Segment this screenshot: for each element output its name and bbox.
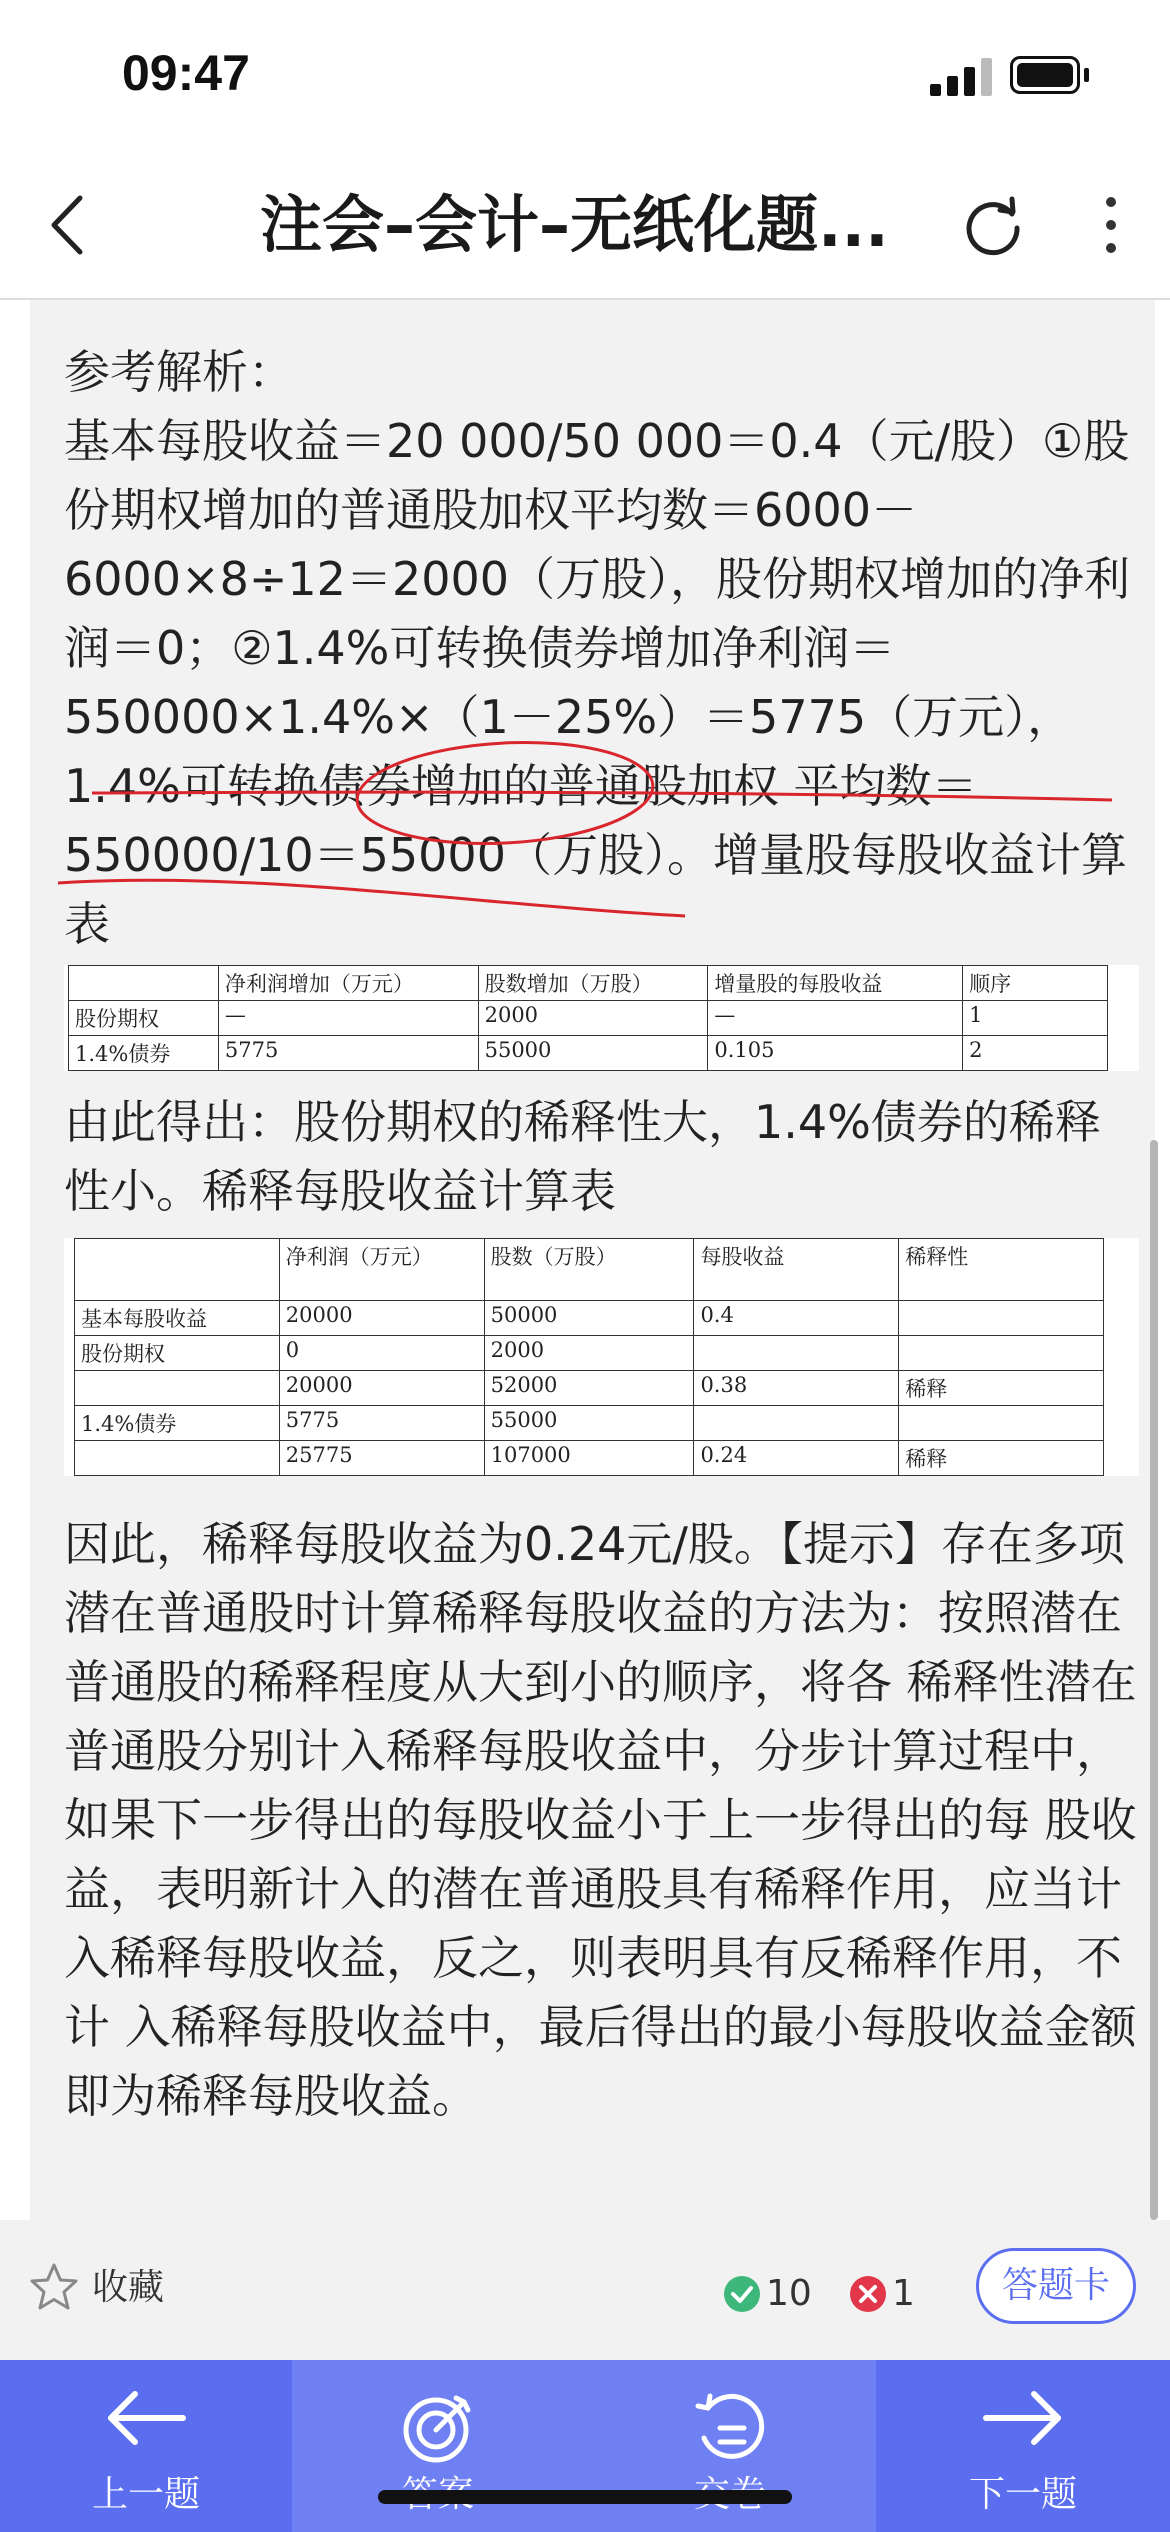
battery-icon xyxy=(1010,56,1080,94)
table-row xyxy=(75,1336,1104,1371)
table-cell: 1 xyxy=(963,1001,1108,1036)
table-header-cell: 稀释性 xyxy=(899,1239,1104,1301)
table-cell: 2000 xyxy=(478,1001,708,1036)
analysis-paragraph-2: 由此得出：股份期权的稀释性大，1.4%债券的稀释性小。稀释每股收益计算表 xyxy=(64,1095,1101,1218)
table-cell: 55000 xyxy=(478,1036,708,1071)
correct-count: 10 xyxy=(766,2273,812,2314)
back-icon[interactable] xyxy=(40,190,100,260)
correct-icon xyxy=(724,2276,760,2312)
table-header-cell: 顺序 xyxy=(963,966,1108,1001)
arrow-right-icon xyxy=(978,2388,1068,2448)
table-cell xyxy=(899,1406,1104,1441)
prev-question-label: 上一题 xyxy=(91,2474,200,2515)
arrow-left-icon xyxy=(101,2388,191,2448)
collect-label[interactable]: 收藏 xyxy=(92,2267,165,2308)
next-question-label: 下一题 xyxy=(968,2474,1077,2515)
analysis-paragraph-1: 参考解析： 基本每股收益＝20 000/50 000＝0.4（元/股）①股份期权增加的普通股加权平均数＝6000－6000×8÷12＝2000（万股），股份期权增加的净利润＝0；②1.4%可转换债券增加净利润＝550000×1.4%×（1－25%）＝5775（万元），1.4%可转换债券增加的普通股加权 平均数＝550000/10＝55000（万股）。增量股每股收益计算表 xyxy=(64,345,1131,951)
signal-icon xyxy=(930,56,994,96)
incremental-eps-table xyxy=(68,965,1108,1071)
table-header-cell: 股数增加（万股） xyxy=(478,966,708,1001)
submit-paper-icon xyxy=(690,2388,770,2468)
table-cell xyxy=(75,1371,280,1406)
answer-button[interactable] xyxy=(292,2360,584,2532)
table-row xyxy=(69,1001,1108,1036)
table-cell xyxy=(75,1441,280,1476)
table-cell: 107000 xyxy=(484,1441,694,1476)
table-header-cell: 净利润增加（万元） xyxy=(218,966,478,1001)
table-cell: 股份期权 xyxy=(69,1001,219,1036)
table-row xyxy=(75,1301,1104,1336)
star-icon[interactable] xyxy=(28,2262,80,2312)
table-header-cell: 每股收益 xyxy=(694,1239,899,1301)
target-icon xyxy=(398,2388,478,2468)
table-cell: 2 xyxy=(963,1036,1108,1071)
refresh-icon[interactable] xyxy=(960,192,1026,258)
table-row xyxy=(75,1441,1104,1476)
table-header-cell xyxy=(75,1239,280,1301)
more-icon[interactable] xyxy=(1096,192,1126,258)
table-cell: 基本每股收益 xyxy=(75,1301,280,1336)
table-cell: 稀释 xyxy=(899,1441,1104,1476)
table-cell: — xyxy=(708,1001,963,1036)
home-indicator xyxy=(378,2490,792,2504)
page-title: 注会–会计–无纸化题... xyxy=(260,188,889,261)
action-bar xyxy=(0,2220,1170,2360)
table-cell: 0.24 xyxy=(694,1441,899,1476)
table-cell: 0.105 xyxy=(708,1036,963,1071)
table-cell xyxy=(899,1301,1104,1336)
diluted-eps-table xyxy=(74,1238,1104,1476)
table-cell: — xyxy=(218,1001,478,1036)
table-row xyxy=(75,1371,1104,1406)
table-cell: 2000 xyxy=(484,1336,694,1371)
battery-tip xyxy=(1084,68,1089,82)
table-cell: 0 xyxy=(279,1336,484,1371)
table-header-cell: 股数（万股） xyxy=(484,1239,694,1301)
table-cell: 1.4%债券 xyxy=(75,1406,280,1441)
table-cell: 0.38 xyxy=(694,1371,899,1406)
submit-button[interactable] xyxy=(584,2360,876,2532)
table-row xyxy=(69,1036,1108,1071)
table-cell xyxy=(694,1336,899,1371)
incremental-eps-table-wrap xyxy=(64,965,1139,1071)
table-cell: 稀释 xyxy=(899,1371,1104,1406)
table-cell: 20000 xyxy=(279,1371,484,1406)
analysis-content xyxy=(30,300,1155,2220)
table-cell: 52000 xyxy=(484,1371,694,1406)
prev-question-button[interactable] xyxy=(0,2360,292,2532)
nav-bar xyxy=(0,150,1170,300)
table-header-row xyxy=(75,1239,1104,1301)
table-cell: 25775 xyxy=(279,1441,484,1476)
table-cell: 股份期权 xyxy=(75,1336,280,1371)
table-cell: 50000 xyxy=(484,1301,694,1336)
table-cell: 0.4 xyxy=(694,1301,899,1336)
table-cell xyxy=(899,1336,1104,1371)
answer-card-button[interactable]: 答题卡 xyxy=(976,2248,1136,2324)
wrong-icon xyxy=(850,2276,886,2312)
status-time: 09:47 xyxy=(122,45,250,101)
table-header-cell: 净利润（万元） xyxy=(279,1239,484,1301)
wrong-count: 1 xyxy=(892,2273,915,2314)
table-cell: 55000 xyxy=(484,1406,694,1441)
table-row xyxy=(75,1406,1104,1441)
table-header-cell xyxy=(69,966,219,1001)
next-question-button[interactable] xyxy=(876,2360,1170,2532)
diluted-eps-table-wrap xyxy=(64,1238,1139,1476)
table-cell xyxy=(694,1406,899,1441)
scrollbar[interactable] xyxy=(1150,1140,1158,2220)
table-header-cell: 增量股的每股收益 xyxy=(708,966,963,1001)
analysis-paragraph-3: 因此，稀释每股收益为0.24元/股。【提示】存在多项潜在普通股时计算稀释每股收益的方法为：按照潜在普通股的稀释程度从大到小的顺序，将各 稀释性潜在普通股分别计入稀释每股收益中，分步计算过程中，如果下一步得出的每股收益小于上一步得出的每 股收益，表明新计入的潜在普通股具有稀释作用，应当计入稀释每股收益，反之，则表明具有反稀释作用，不计 入稀释每股收益中，最后得出的最小每股收益金额即为稀释每股收益。 xyxy=(64,1517,1137,2123)
table-cell: 1.4%债券 xyxy=(69,1036,219,1071)
table-cell: 20000 xyxy=(279,1301,484,1336)
table-cell: 5775 xyxy=(218,1036,478,1071)
table-cell: 5775 xyxy=(279,1406,484,1441)
status-bar xyxy=(0,0,1170,150)
bottom-nav xyxy=(0,2360,1170,2532)
table-header-row xyxy=(69,966,1108,1001)
